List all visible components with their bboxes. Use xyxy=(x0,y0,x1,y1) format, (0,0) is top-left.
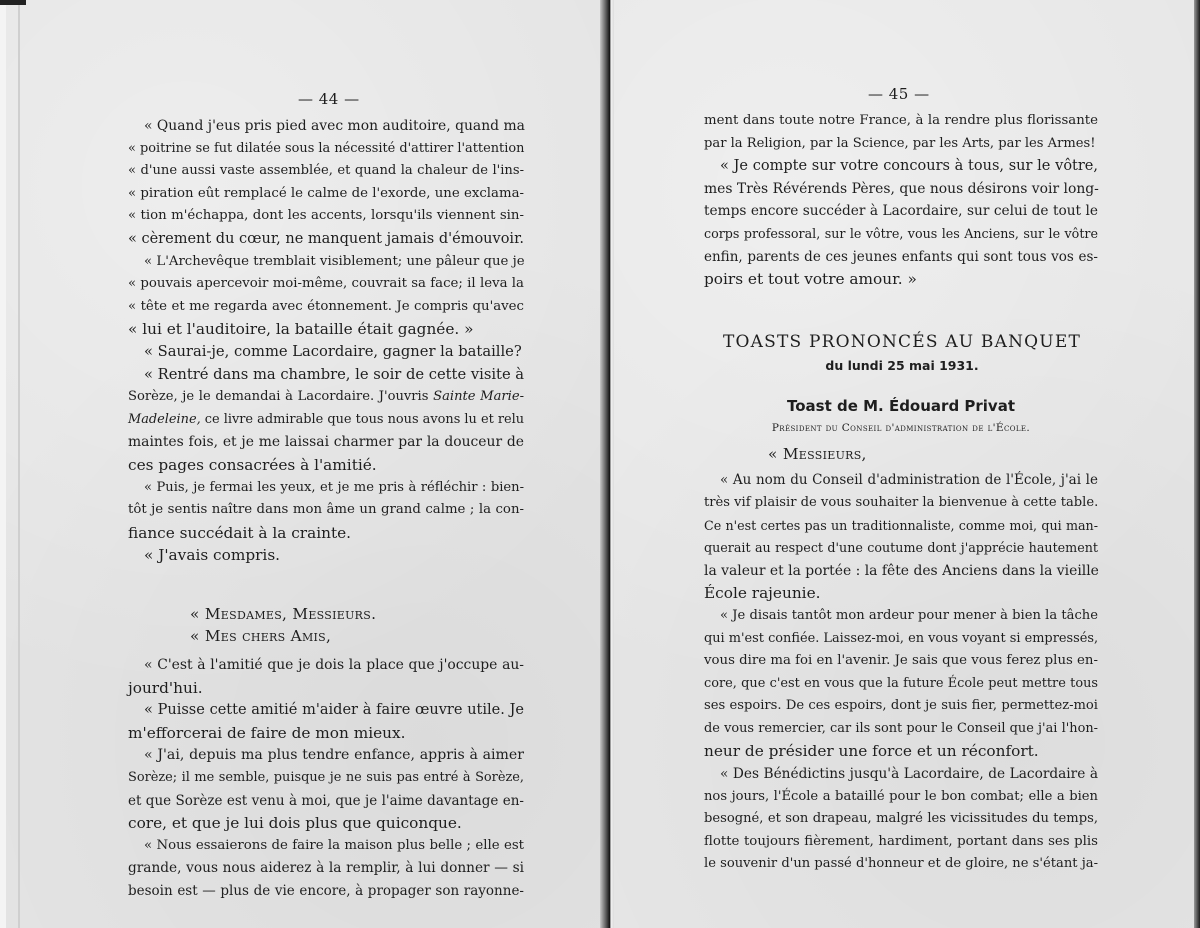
text-line: mes Très Révérends Pères, que nous désirons voir long- xyxy=(704,180,1099,197)
paragraph xyxy=(704,763,1098,876)
text-line: qui m'est confiée. Laissez-moi, en vous voyant si empressés, xyxy=(704,630,1099,646)
salutation: « Mesdames, Messieurs. xyxy=(190,604,377,623)
text-line: « lui et l'auditoire, la bataille était gagnée. » xyxy=(128,320,474,339)
section-title: TOASTS PRONONCÉS AU BANQUET xyxy=(723,331,1081,352)
text-line: vous dire ma foi en l'avenir. Je sais que vous ferez plus en- xyxy=(704,653,1098,669)
left-page-text xyxy=(128,115,524,903)
text-line: « J'avais compris. xyxy=(144,546,281,565)
text-line: « C'est à l'amitié que je dois la place que j'occupe au- xyxy=(144,657,524,674)
paragraph xyxy=(704,469,1098,605)
paragraph xyxy=(128,744,524,834)
paragraph xyxy=(128,654,524,699)
text-line: « J'ai, depuis ma plus tendre enfance, appris à aimer xyxy=(144,747,524,764)
paragraph xyxy=(128,341,524,364)
page-edge-line xyxy=(18,0,20,928)
text-line: maintes fois, et je me laissai charmer par la douceur de xyxy=(128,434,524,451)
text-line: « d'une aussi vaste assemblée, et quand la chaleur de l'ins- xyxy=(128,163,524,179)
text-line: « Rentré dans ma chambre, le soir de cette visite à xyxy=(144,365,525,383)
text-line: « Quand j'eus pris pied avec mon auditoire, quand ma xyxy=(144,118,525,134)
page-number-left: — 44 — xyxy=(298,90,360,108)
text-line: grande, vous nous aiderez à la remplir, à lui donner — si xyxy=(128,860,524,877)
paragraph xyxy=(128,544,524,567)
text-line: flotte toujours fièrement, hardiment, portant dans ses plis xyxy=(704,833,1098,849)
text-line: poirs et tout votre amour. » xyxy=(704,270,917,289)
text-line: « Des Bénédictins jusqu'à Lacordaire, de Lacordaire à xyxy=(720,766,1098,783)
text-line: jourd'hui. xyxy=(128,678,203,697)
text-line: École rajeunie. xyxy=(704,584,821,603)
text-line: « pouvais apercevoir moi-même, couvrait sa face; il leva la xyxy=(128,276,524,292)
text-line: besogné, et son drapeau, malgré les vicissitudes du temps, xyxy=(704,811,1098,827)
spacer xyxy=(704,377,1098,395)
text-line: « Puis, je fermai les yeux, et je me pris à réfléchir : bien- xyxy=(144,479,524,495)
text-line: temps encore succéder à Lacordaire, sur celui de tout le xyxy=(704,203,1098,220)
spacer xyxy=(128,567,524,589)
salutation: « Mes chers Amis, xyxy=(190,627,332,646)
text-line: core, et que je lui dois plus que quiconque. xyxy=(128,814,462,833)
text-line: « poitrine se fut dilatée sous la nécessité d'attirer l'attention xyxy=(128,140,525,156)
text-line: la valeur et la portée : la fête des Anciens dans la vieille xyxy=(704,562,1099,579)
page-number-right: — 45 — xyxy=(868,85,930,103)
text-line: corps professoral, sur le vôtre, vous les Anciens, sur le vôtre xyxy=(704,225,1098,241)
text-line: ces pages consacrées à l'amitié. xyxy=(128,455,377,474)
text-line: « Je compte sur votre concours à tous, sur le vôtre, xyxy=(720,158,1098,175)
text-line: « piration eût remplacé le calme de l'exorde, une exclama- xyxy=(128,185,524,201)
text-line: nos jours, l'École a bataillé pour le bon combat; elle a bien xyxy=(704,788,1098,804)
text-line: « Saurai-je, comme Lacordaire, gagner la bataille? xyxy=(144,342,522,360)
paragraph xyxy=(128,835,524,903)
text-line: ment dans toute notre France, à la rendre plus florissante xyxy=(704,113,1098,128)
text-line: de vous remercier, car ils sont pour le Conseil que j'ai l'hon- xyxy=(704,720,1098,736)
paragraph xyxy=(704,605,1098,763)
toast-title: Toast de M. Édouard Privat xyxy=(786,396,1016,415)
text-line: Ce n'est certes pas un traditionnaliste, comme moi, qui man- xyxy=(704,517,1098,533)
text-line: « tête et me regarda avec étonnement. Je compris qu'avec xyxy=(128,298,524,314)
book-gutter xyxy=(600,0,614,928)
spacer xyxy=(704,291,1098,331)
spacer xyxy=(128,589,524,603)
toast-subtitle: Président du Conseil d'administration de l'École. xyxy=(771,421,1031,434)
text-line xyxy=(128,409,524,432)
right-page-text xyxy=(704,110,1098,876)
book-title-italic: Sainte Marie- xyxy=(433,389,524,405)
text-line: « Je disais tantôt mon ardeur pour mener à bien la tâche xyxy=(720,607,1098,623)
text-line: « tion m'échappa, dont les accents, lorsqu'ils viennent sin- xyxy=(128,208,524,224)
text-line: « cèrement du cœur, ne manquent jamais d'émouvoir. xyxy=(128,230,525,247)
text-line: « Puisse cette amitié m'aider à faire œuvre utile. Je xyxy=(144,702,524,719)
text-span: ce livre admirable que tous nous avons lu et relu xyxy=(200,411,525,427)
text-line: « Nous essaierons de faire la maison plus belle ; elle est xyxy=(144,837,524,853)
text-line: enfin, parents de ces jeunes enfants qui sont tous vos es- xyxy=(704,248,1098,265)
text-line: le souvenir d'un passé d'honneur et de gloire, ne s'étant ja- xyxy=(704,856,1098,872)
scan-shadow xyxy=(0,0,26,5)
text-line: fiance succédait à la crainte. xyxy=(128,523,352,542)
paragraph xyxy=(704,110,1098,155)
text-line: « L'Archevêque tremblait visiblement; une pâleur que je xyxy=(144,253,525,269)
salutation: « Messieurs, xyxy=(768,444,867,463)
page-edge-right xyxy=(1194,0,1200,928)
book-title-italic: Madeleine, xyxy=(128,411,201,427)
text-line: neur de présider une force et un réconfort. xyxy=(704,742,1039,761)
paragraph xyxy=(128,251,524,341)
text-line: querait au respect d'une coutume dont j'apprécie hautement xyxy=(704,540,1098,556)
paragraph xyxy=(704,155,1098,291)
paragraph xyxy=(128,364,524,477)
paragraph xyxy=(128,477,524,545)
text-line: besoin est — plus de vie encore, à propager son rayonne- xyxy=(128,883,524,899)
paragraph xyxy=(128,115,524,251)
section-date: du lundi 25 mai 1931. xyxy=(825,357,979,373)
text-line xyxy=(128,386,524,409)
paragraph xyxy=(128,699,524,744)
text-line: m'efforcerai de faire de mon mieux. xyxy=(128,723,406,742)
text-line: tôt je sentis naître dans mon âme un grand calme ; la con- xyxy=(128,502,524,518)
text-span: Sorèze, je le demandai à Lacordaire. J'ouvris xyxy=(128,389,434,405)
page-edge-left xyxy=(0,0,6,928)
text-line: Sorèze; il me semble, puisque je ne suis pas entré à Sorèze, xyxy=(128,770,524,786)
text-line: core, que c'est en vous que la future École peut mettre tous xyxy=(704,675,1098,691)
text-line: très vif plaisir de vous souhaiter la bienvenue à cette table. xyxy=(704,494,1099,510)
text-line: « Au nom du Conseil d'administration de l'École, j'ai le xyxy=(720,472,1098,489)
text-line: et que Sorèze est venu à moi, que je l'aime davantage en- xyxy=(128,792,524,809)
text-line: par la Religion, par la Science, par les Arts, par les Armes! xyxy=(704,135,1096,151)
text-line: ses espoirs. De ces espoirs, dont je suis fier, permettez-moi xyxy=(704,698,1098,714)
